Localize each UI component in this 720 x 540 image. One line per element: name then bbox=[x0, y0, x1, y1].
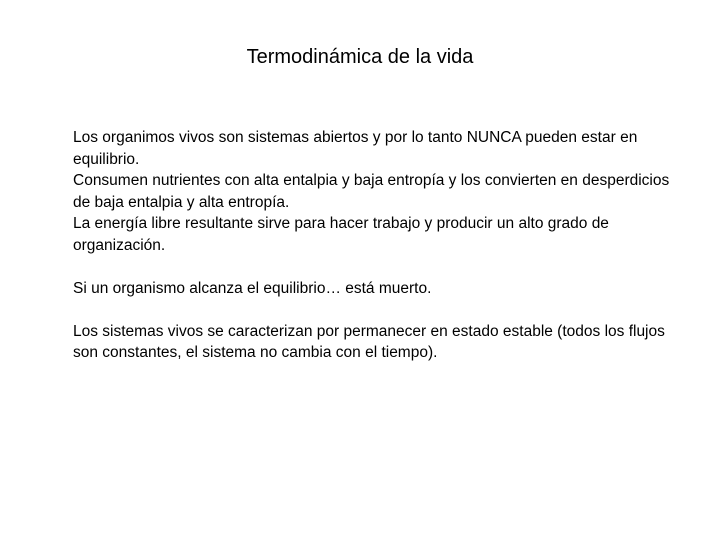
slide-title: Termodinámica de la vida bbox=[246, 46, 474, 68]
paragraph-steady-state: Los sistemas vivos se caracterizan por permanecer en estado estable (todos los flujos son constantes, el sistema no cambia con el tiempo). bbox=[73, 322, 665, 361]
paragraph-open-systems: Los organimos vivos son sistemas abiertos y por lo tanto NUNCA pueden estar en equilibrio. bbox=[73, 129, 638, 168]
paragraph-spacer bbox=[73, 256, 673, 278]
paragraph-nutrients: Consumen nutrientes con alta entalpia y baja entropía y los convierten en desperdicios de baja entalpia y alta entropía. bbox=[73, 172, 670, 211]
paragraph-free-energy: La energía libre resultante sirve para hacer trabajo y producir un alto grado de organización. bbox=[73, 215, 609, 254]
paragraph-equilibrium-death: Si un organismo alcanza el equilibrio… está muerto. bbox=[73, 279, 432, 297]
paragraph-spacer bbox=[73, 299, 673, 321]
slide-body bbox=[73, 127, 673, 364]
